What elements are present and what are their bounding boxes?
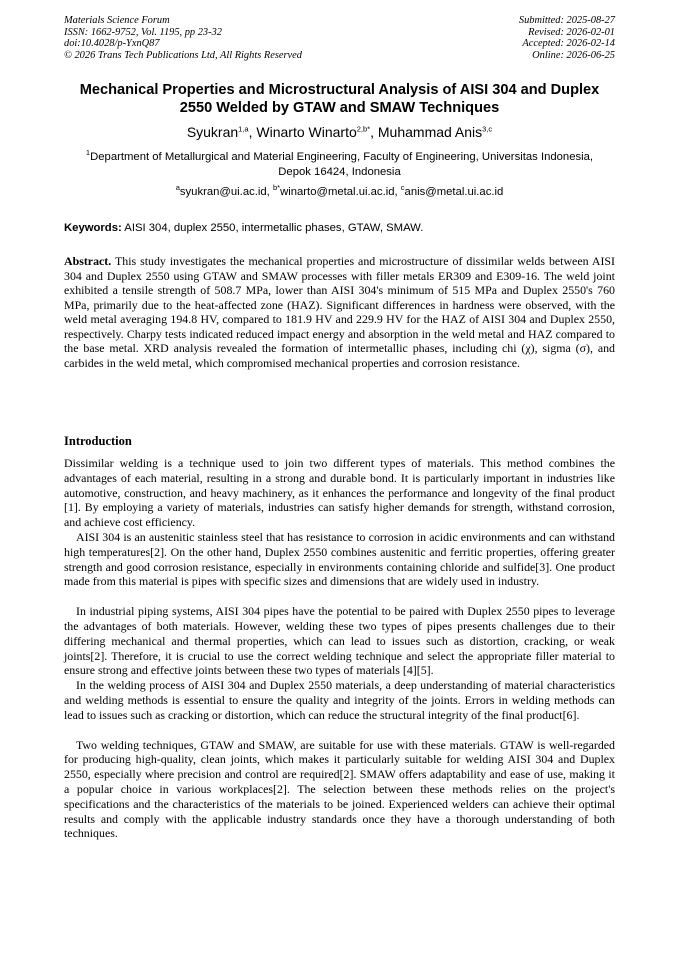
keywords [64,221,615,236]
online-date: Online: 2026-06-25 [532,49,615,61]
abstract-label: Abstract. [64,254,112,268]
author-name: Winarto Winarto [256,124,357,140]
paragraph: Dissimilar welding is a technique used to join two different types of materials. This method combines the advantages of each material, resulting in a strong and durable bond. It is particularly important in industries like automotive, construction, and heavy machinery, as it enhances the performance and longevity of the final product [1]. By employing a variety of materials, industries can satisfy higher demands for strength, withstand corrosion, and achieve cost efficiency. [64,456,615,530]
abstract [64,254,615,370]
paragraph: In industrial piping systems, AISI 304 pipes have the potential to be paired with Duplex 2550 pipes to leverage the advantages of both materials. However, welding these two types of pipes presents challenges due to their differing mechanical and thermal properties, which can lead to issues such as distortion, cracking, or weak joints[2]. Therefore, it is crucial to use the correct welding technique and select the appropriate filler material to ensure strong and effective joints between these two types of materials [4][5]. [64,604,615,678]
dates-info [519,15,615,61]
journal-name: Materials Science Forum [64,15,170,26]
accepted-date: Accepted: 2026-02-14 [522,38,615,50]
email-superscript: c [400,183,405,193]
email-superscript: a [175,183,180,193]
email-list [64,185,615,200]
paper-title: Mechanical Properties and Microstructural Analysis of AISI 304 and Duplex 2550 Welded by GTAW and SMAW Techniques [79,82,600,116]
journal-info [64,15,302,61]
section-heading-introduction: Introduction [64,434,132,448]
email-link[interactable]: syukran@ui.ac.id, [179,186,270,198]
issn: ISSN: 1662-9752, Vol. 1195, pp 23-32 [64,26,222,38]
affiliation [84,150,595,180]
author-superscript: 1,a [238,124,249,134]
paragraph: AISI 304 is an austenitic stainless steel that has resistance to corrosion in acidic environments and can withstand high temperatures[2]. On the other hand, Duplex 2550 combines austenitic and ferritic properties, offering greater strength and good corrosion resistance, especially in environments containing chloride and sulfide[3]. One product made from this material is pipes with specific sizes and dimensions that are widely used in industry. [64,529,615,589]
author-superscript: 3,c [482,124,493,134]
abstract-text: This study investigates the mechanical properties and microstructure of dissimilar welds between AISI 304 and Duplex 2550 using GTAW and SMAW processes with filler metals ER309 and E309-16. The weld joint exhibited a tensile strength of 508.7 MPa, lower than AISI 304's minimum of 515 MPa and Duplex 2550's 760 MPa, primarily due to the heat-affected zone (HAZ). Significant differences in hardness were observed, with the weld metal averaging 194.8 HV, compared to 181.9 HV and 229.9 HV for the HAZ of AISI 304 and Duplex 2550, respectively. Charpy tests indicated reduced impact energy and absorption in the weld metal and HAZ compared to the base metal. XRD analysis revealed the formation of intermetallic phases, including chi (χ), sigma (σ), and carbides in the weld metal, which compromised mechanical properties and corrosion resistance. [64,254,615,370]
email-superscript: b* [272,183,281,193]
author-list: Syukran$^{1,a}$, Winarto Winarto$^{2,b*}$, Muhammad Anis$^{3,c}$ [186,124,493,140]
author-name: Muhammad Anis [377,124,483,140]
affiliation-superscript: 1 [85,148,91,158]
keywords-text: AISI 304, duplex 2550, intermetallic phases, GTAW, SMAW. [124,222,424,234]
revised-date: Revised: 2026-02-01 [528,26,615,38]
author-superscript: 2,b* [356,124,371,134]
paragraph: In the welding process of AISI 304 and Duplex 2550 materials, a deep understanding of material characteristics and welding methods is essential to ensure the quality and integrity of the joints. Errors in welding methods can lead to issues such as cracking or distortion, which can reduce the structural integrity of the final product[6]. [64,678,615,722]
keywords-label: Keywords: [64,222,122,234]
doi: doi:10.4028/p-YxnQ87 [64,38,160,50]
copyright: © 2026 Trans Tech Publications Ltd, All Rights Reserved [64,49,302,61]
introduction-body [64,456,615,841]
email-link[interactable]: anis@metal.ui.ac.id [404,186,504,198]
submitted-date: Submitted: 2025-08-27 [518,15,615,26]
affiliation-text: Department of Metallurgical and Material Engineering, Faculty of Engineering, Universitas Indonesia, Depok 16424, Indonesia [90,151,594,178]
email-link[interactable]: winarto@metal.ui.ac.id, [280,186,398,198]
paragraph: Two welding techniques, GTAW and SMAW, are suitable for use with these materials. GTAW is well-regarded for producing high-quality, clean joints, which makes it particularly suitable for welding AISI 304 and Duplex 2550, especially where precision and control are required[2]. SMAW offers adaptability and ease of use, making it a popular choice in various workplaces[2]. The selection between these methods relies on the project's specifications and the characteristics of the materials to be joined. Experienced welders can achieve their optimal results and comply with the applicable industry standards once they have a thorough understanding of both techniques. [64,737,615,841]
author-name: Syukran [186,124,239,140]
